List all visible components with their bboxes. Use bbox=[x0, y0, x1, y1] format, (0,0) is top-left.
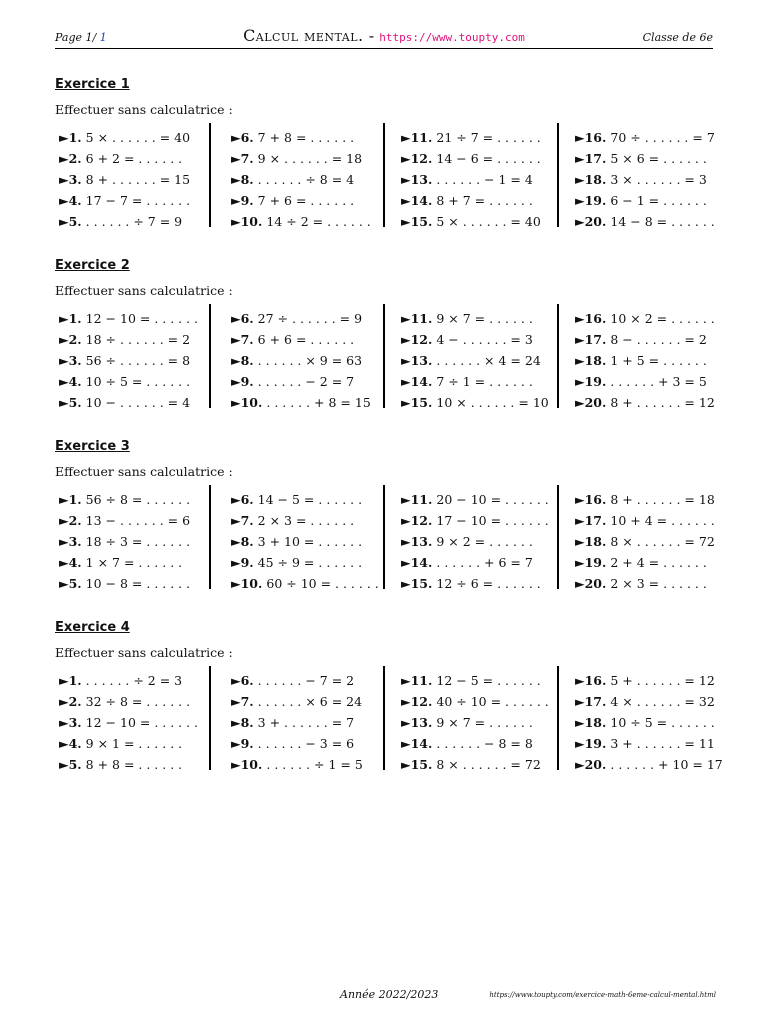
item-expression: . . . . . . − 2 = 7 bbox=[257, 374, 355, 389]
item-expression: 10 − 8 = . . . . . . bbox=[85, 576, 191, 591]
exercise-item bbox=[231, 371, 371, 392]
item-number: ►14. bbox=[401, 555, 433, 570]
item-expression: 60 ÷ 10 = . . . . . . bbox=[266, 576, 379, 591]
exercise-item bbox=[231, 573, 379, 594]
item-expression: 12 − 10 = . . . . . . bbox=[85, 311, 199, 326]
item-expression: 8 × . . . . . . = 72 bbox=[436, 757, 541, 772]
item-number: ►5. bbox=[59, 395, 82, 410]
item-expression: . . . . . . ÷ 7 = 9 bbox=[85, 214, 183, 229]
exercise-item bbox=[575, 754, 723, 775]
item-expression: 2 + 4 = . . . . . . bbox=[610, 555, 707, 570]
item-expression: 6 + 2 = . . . . . . bbox=[85, 151, 183, 166]
item-number: ►8. bbox=[231, 172, 254, 187]
item-expression: . . . . . . × 6 = 24 bbox=[257, 694, 363, 709]
exercise-title: Exercice 3 bbox=[55, 439, 130, 454]
exercise-3 bbox=[55, 439, 715, 591]
item-expression: 5 × . . . . . . = 40 bbox=[436, 214, 541, 229]
column-divider bbox=[557, 123, 559, 227]
exercise-column bbox=[231, 489, 379, 589]
exercise-item bbox=[401, 169, 541, 190]
exercise-item bbox=[401, 371, 549, 392]
exercise-title: Exercice 1 bbox=[55, 77, 130, 92]
item-expression: 2 × 3 = . . . . . . bbox=[257, 513, 355, 528]
item-expression: 9 × 7 = . . . . . . bbox=[436, 311, 533, 326]
item-expression: . . . . . . + 10 = 17 bbox=[610, 757, 723, 772]
item-expression: 3 + . . . . . . = 11 bbox=[610, 736, 715, 751]
column-divider bbox=[209, 666, 211, 770]
item-expression: 56 ÷ . . . . . . = 8 bbox=[85, 353, 191, 368]
item-number: ►17. bbox=[575, 513, 607, 528]
item-number: ►12. bbox=[401, 151, 433, 166]
item-number: ►3. bbox=[59, 715, 82, 730]
item-number: ►6. bbox=[231, 130, 254, 145]
item-number: ►17. bbox=[575, 151, 607, 166]
item-number: ►6. bbox=[231, 492, 254, 507]
exercise-item bbox=[575, 329, 715, 350]
item-expression: 8 + 7 = . . . . . . bbox=[436, 193, 533, 208]
item-expression: . . . . . . ÷ 1 = 5 bbox=[266, 757, 363, 772]
exercise-item bbox=[401, 308, 549, 329]
column-divider bbox=[383, 666, 385, 770]
item-number: ►18. bbox=[575, 353, 607, 368]
item-expression: 14 − 5 = . . . . . . bbox=[257, 492, 363, 507]
item-expression: 10 − . . . . . . = 4 bbox=[85, 395, 191, 410]
exercise-item bbox=[401, 329, 549, 350]
item-number: ►5. bbox=[59, 214, 82, 229]
item-expression: 2 × 3 = . . . . . . bbox=[610, 576, 707, 591]
exercise-column bbox=[59, 670, 198, 770]
exercise-items bbox=[55, 308, 715, 408]
exercise-item bbox=[59, 489, 190, 510]
item-expression: 6 − 1 = . . . . . . bbox=[610, 193, 707, 208]
item-number: ►4. bbox=[59, 374, 82, 389]
exercise-item bbox=[575, 211, 715, 232]
item-expression: 5 × 6 = . . . . . . bbox=[610, 151, 707, 166]
exercise-instruction: Effectuer sans calculatrice : bbox=[55, 283, 233, 298]
exercise-item bbox=[575, 510, 715, 531]
exercise-item bbox=[575, 148, 715, 169]
exercise-item bbox=[231, 392, 371, 413]
item-expression: 3 + 10 = . . . . . . bbox=[257, 534, 363, 549]
item-expression: . . . . . . − 1 = 4 bbox=[436, 172, 533, 187]
item-expression: 12 − 5 = . . . . . . bbox=[436, 673, 541, 688]
item-number: ►18. bbox=[575, 534, 607, 549]
item-expression: 21 ÷ 7 = . . . . . . bbox=[436, 130, 541, 145]
item-number: ►19. bbox=[575, 555, 607, 570]
item-expression: 12 ÷ 6 = . . . . . . bbox=[436, 576, 541, 591]
item-number: ►1. bbox=[59, 492, 82, 507]
exercise-item bbox=[401, 733, 549, 754]
item-expression: 32 ÷ 8 = . . . . . . bbox=[85, 694, 191, 709]
exercise-column bbox=[231, 670, 363, 770]
item-number: ►11. bbox=[401, 673, 433, 688]
item-expression: 12 − 10 = . . . . . . bbox=[85, 715, 199, 730]
exercise-column bbox=[401, 127, 541, 227]
item-number: ►17. bbox=[575, 694, 607, 709]
exercise-item bbox=[59, 169, 190, 190]
item-expression: . . . . . . × 4 = 24 bbox=[436, 353, 541, 368]
exercise-items bbox=[55, 670, 723, 772]
exercise-item bbox=[231, 552, 379, 573]
item-number: ►2. bbox=[59, 694, 82, 709]
item-number: ►7. bbox=[231, 513, 254, 528]
column-divider bbox=[557, 666, 559, 770]
exercise-item bbox=[401, 552, 549, 573]
exercise-item bbox=[59, 190, 190, 211]
exercise-item bbox=[59, 392, 198, 413]
item-number: ►10. bbox=[231, 576, 263, 591]
item-expression: 14 ÷ 2 = . . . . . . bbox=[266, 214, 371, 229]
exercise-item bbox=[59, 712, 198, 733]
exercise-title: Exercice 4 bbox=[55, 620, 130, 635]
exercise-item bbox=[401, 510, 549, 531]
site-link[interactable]: https://www.toupty.com bbox=[379, 31, 525, 44]
item-number: ►6. bbox=[231, 311, 254, 326]
item-expression: 45 ÷ 9 = . . . . . . bbox=[257, 555, 363, 570]
item-expression: 17 − 10 = . . . . . . bbox=[436, 513, 549, 528]
item-number: ►13. bbox=[401, 534, 433, 549]
item-number: ►2. bbox=[59, 151, 82, 166]
item-number: ►9. bbox=[231, 374, 254, 389]
column-divider bbox=[209, 123, 211, 227]
exercise-column bbox=[575, 670, 723, 770]
page-header bbox=[55, 26, 713, 49]
item-expression: 9 × 7 = . . . . . . bbox=[436, 715, 533, 730]
item-expression: 56 ÷ 8 = . . . . . . bbox=[85, 492, 191, 507]
item-number: ►19. bbox=[575, 193, 607, 208]
exercise-item bbox=[231, 733, 363, 754]
exercise-item bbox=[59, 670, 198, 691]
exercise-item bbox=[575, 308, 715, 329]
item-expression: 7 + 6 = . . . . . . bbox=[257, 193, 355, 208]
exercise-item bbox=[575, 350, 715, 371]
exercise-item bbox=[401, 350, 549, 371]
column-divider bbox=[209, 304, 211, 408]
item-number: ►18. bbox=[575, 172, 607, 187]
exercise-item bbox=[401, 691, 549, 712]
item-number: ►19. bbox=[575, 374, 607, 389]
item-number: ►5. bbox=[59, 757, 82, 772]
item-number: ►5. bbox=[59, 576, 82, 591]
item-expression: 14 − 6 = . . . . . . bbox=[436, 151, 541, 166]
item-expression: 1 × 7 = . . . . . . bbox=[85, 555, 183, 570]
item-expression: 4 − . . . . . . = 3 bbox=[436, 332, 533, 347]
exercise-column bbox=[575, 489, 715, 589]
item-number: ►15. bbox=[401, 757, 433, 772]
exercise-item bbox=[231, 489, 379, 510]
exercise-item bbox=[231, 670, 363, 691]
exercise-item bbox=[59, 329, 198, 350]
item-expression: 7 ÷ 1 = . . . . . . bbox=[436, 374, 533, 389]
item-expression: 27 ÷ . . . . . . = 9 bbox=[257, 311, 363, 326]
item-number: ►8. bbox=[231, 715, 254, 730]
item-number: ►15. bbox=[401, 395, 433, 410]
exercise-item bbox=[59, 211, 190, 232]
exercise-column bbox=[59, 489, 190, 589]
column-divider bbox=[383, 485, 385, 589]
item-expression: 7 + 8 = . . . . . . bbox=[257, 130, 355, 145]
exercise-item bbox=[575, 712, 723, 733]
item-expression: 18 ÷ . . . . . . = 2 bbox=[85, 332, 191, 347]
exercise-item bbox=[59, 531, 190, 552]
exercise-items bbox=[55, 127, 715, 227]
item-number: ►16. bbox=[575, 673, 607, 688]
item-expression: 13 − . . . . . . = 6 bbox=[85, 513, 191, 528]
item-number: ►9. bbox=[231, 736, 254, 751]
exercise-instruction: Effectuer sans calculatrice : bbox=[55, 645, 233, 660]
column-divider bbox=[383, 123, 385, 227]
item-expression: 10 ÷ 5 = . . . . . . bbox=[85, 374, 191, 389]
exercise-item bbox=[401, 754, 549, 775]
exercise-item bbox=[231, 148, 371, 169]
exercise-item bbox=[59, 510, 190, 531]
item-number: ►17. bbox=[575, 332, 607, 347]
exercise-item bbox=[231, 329, 371, 350]
exercise-item bbox=[231, 190, 371, 211]
exercise-item bbox=[575, 691, 723, 712]
class-label: Classe de 6e bbox=[642, 31, 713, 44]
item-number: ►16. bbox=[575, 311, 607, 326]
exercise-1 bbox=[55, 77, 715, 229]
item-expression: 1 + 5 = . . . . . . bbox=[610, 353, 707, 368]
item-number: ►11. bbox=[401, 492, 433, 507]
item-expression: 9 × 2 = . . . . . . bbox=[436, 534, 533, 549]
item-expression: . . . . . . − 3 = 6 bbox=[257, 736, 355, 751]
item-expression: 10 ÷ 5 = . . . . . . bbox=[610, 715, 715, 730]
exercise-item bbox=[231, 169, 371, 190]
exercise-item bbox=[231, 308, 371, 329]
item-number: ►10. bbox=[231, 395, 263, 410]
exercise-column bbox=[575, 127, 715, 227]
item-number: ►2. bbox=[59, 332, 82, 347]
item-number: ►11. bbox=[401, 311, 433, 326]
exercise-item bbox=[231, 691, 363, 712]
document-title: Calcul mental. bbox=[243, 26, 364, 45]
exercise-item bbox=[575, 531, 715, 552]
exercise-item bbox=[401, 211, 541, 232]
exercise-item bbox=[231, 754, 363, 775]
column-divider bbox=[557, 485, 559, 589]
item-expression: 18 ÷ 3 = . . . . . . bbox=[85, 534, 191, 549]
item-number: ►20. bbox=[575, 576, 607, 591]
exercise-item bbox=[575, 190, 715, 211]
exercise-item bbox=[575, 371, 715, 392]
exercise-item bbox=[231, 211, 371, 232]
item-expression: . . . . . . − 8 = 8 bbox=[436, 736, 533, 751]
item-expression: 9 × 1 = . . . . . . bbox=[85, 736, 183, 751]
exercise-item bbox=[575, 573, 715, 594]
item-number: ►20. bbox=[575, 395, 607, 410]
exercise-instruction: Effectuer sans calculatrice : bbox=[55, 102, 233, 117]
exercise-column bbox=[401, 308, 549, 408]
exercise-item bbox=[231, 531, 379, 552]
exercise-4 bbox=[55, 620, 723, 772]
item-number: ►6. bbox=[231, 673, 254, 688]
item-expression: 8 + . . . . . . = 18 bbox=[610, 492, 715, 507]
exercise-item bbox=[231, 127, 371, 148]
item-number: ►15. bbox=[401, 576, 433, 591]
exercise-item bbox=[401, 670, 549, 691]
item-expression: 3 + . . . . . . = 7 bbox=[257, 715, 355, 730]
exercise-item bbox=[59, 733, 198, 754]
item-expression: 14 − 8 = . . . . . . bbox=[610, 214, 715, 229]
exercise-item bbox=[59, 127, 190, 148]
item-expression: 4 × . . . . . . = 32 bbox=[610, 694, 715, 709]
item-expression: 6 + 6 = . . . . . . bbox=[257, 332, 355, 347]
item-number: ►16. bbox=[575, 492, 607, 507]
item-expression: 40 ÷ 10 = . . . . . . bbox=[436, 694, 549, 709]
exercise-item bbox=[575, 670, 723, 691]
item-number: ►1. bbox=[59, 311, 82, 326]
item-expression: 8 + . . . . . . = 15 bbox=[85, 172, 191, 187]
exercise-item bbox=[401, 489, 549, 510]
exercise-item bbox=[231, 712, 363, 733]
column-divider bbox=[383, 304, 385, 408]
exercise-column bbox=[59, 308, 198, 408]
item-number: ►7. bbox=[231, 151, 254, 166]
column-divider bbox=[209, 485, 211, 589]
item-number: ►13. bbox=[401, 715, 433, 730]
column-divider bbox=[557, 304, 559, 408]
item-number: ►4. bbox=[59, 193, 82, 208]
item-expression: 8 × . . . . . . = 72 bbox=[610, 534, 715, 549]
exercise-item bbox=[231, 510, 379, 531]
item-expression: 20 − 10 = . . . . . . bbox=[436, 492, 549, 507]
exercise-item bbox=[231, 350, 371, 371]
exercise-item bbox=[59, 691, 198, 712]
item-number: ►12. bbox=[401, 513, 433, 528]
item-expression: 70 ÷ . . . . . . = 7 bbox=[610, 130, 715, 145]
item-number: ►10. bbox=[231, 214, 263, 229]
item-expression: . . . . . . ÷ 2 = 3 bbox=[85, 673, 183, 688]
exercise-item bbox=[401, 573, 549, 594]
item-expression: 8 + . . . . . . = 12 bbox=[610, 395, 715, 410]
exercise-item bbox=[59, 350, 198, 371]
exercise-column bbox=[401, 670, 549, 770]
item-expression: . . . . . . + 6 = 7 bbox=[436, 555, 533, 570]
exercise-column bbox=[575, 308, 715, 408]
item-number: ►19. bbox=[575, 736, 607, 751]
item-number: ►13. bbox=[401, 172, 433, 187]
page-label: Page 1/ bbox=[55, 31, 97, 44]
exercise-item bbox=[575, 489, 715, 510]
exercise-item bbox=[575, 127, 715, 148]
exercise-column bbox=[231, 308, 371, 408]
exercise-instruction: Effectuer sans calculatrice : bbox=[55, 464, 233, 479]
footer-url[interactable]: https://www.toupty.com/exercice-math-6eme-calcul-mental.html bbox=[489, 991, 716, 999]
exercise-item bbox=[575, 392, 715, 413]
item-number: ►1. bbox=[59, 130, 82, 145]
item-number: ►2. bbox=[59, 513, 82, 528]
exercise-item bbox=[401, 190, 541, 211]
exercise-item bbox=[59, 371, 198, 392]
item-number: ►18. bbox=[575, 715, 607, 730]
exercise-item bbox=[575, 169, 715, 190]
item-expression: 17 − 7 = . . . . . . bbox=[85, 193, 191, 208]
exercise-item bbox=[401, 531, 549, 552]
exercise-column bbox=[231, 127, 371, 227]
item-expression: . . . . . . + 3 = 5 bbox=[610, 374, 707, 389]
item-number: ►4. bbox=[59, 555, 82, 570]
item-number: ►20. bbox=[575, 214, 607, 229]
item-number: ►8. bbox=[231, 353, 254, 368]
item-number: ►8. bbox=[231, 534, 254, 549]
exercise-item bbox=[401, 127, 541, 148]
item-number: ►3. bbox=[59, 353, 82, 368]
exercise-column bbox=[401, 489, 549, 589]
exercise-column bbox=[59, 127, 190, 227]
item-number: ►14. bbox=[401, 736, 433, 751]
item-number: ►1. bbox=[59, 673, 82, 688]
exercise-item bbox=[59, 552, 190, 573]
item-expression: 10 × 2 = . . . . . . bbox=[610, 311, 715, 326]
item-number: ►20. bbox=[575, 757, 607, 772]
exercise-item bbox=[59, 148, 190, 169]
item-expression: 9 × . . . . . . = 18 bbox=[257, 151, 363, 166]
title-dash: - bbox=[368, 26, 375, 45]
item-number: ►12. bbox=[401, 332, 433, 347]
item-expression: . . . . . . + 8 = 15 bbox=[266, 395, 371, 410]
footer-year: Année 2022/2023 bbox=[340, 988, 439, 1001]
document-title-block bbox=[55, 26, 713, 45]
exercise-item bbox=[401, 392, 549, 413]
exercise-2 bbox=[55, 258, 715, 410]
exercise-items bbox=[55, 489, 715, 589]
item-number: ►4. bbox=[59, 736, 82, 751]
item-number: ►14. bbox=[401, 374, 433, 389]
item-expression: 10 + 4 = . . . . . . bbox=[610, 513, 715, 528]
exercise-item bbox=[575, 552, 715, 573]
item-expression: 5 × . . . . . . = 40 bbox=[85, 130, 191, 145]
item-number: ►7. bbox=[231, 694, 254, 709]
item-number: ►13. bbox=[401, 353, 433, 368]
item-number: ►11. bbox=[401, 130, 433, 145]
item-expression: 3 × . . . . . . = 3 bbox=[610, 172, 707, 187]
item-number: ►15. bbox=[401, 214, 433, 229]
item-number: ►12. bbox=[401, 694, 433, 709]
item-number: ►3. bbox=[59, 172, 82, 187]
page-total-link[interactable]: 1 bbox=[99, 31, 107, 44]
exercise-item bbox=[401, 712, 549, 733]
item-number: ►7. bbox=[231, 332, 254, 347]
item-expression: 8 + 8 = . . . . . . bbox=[85, 757, 183, 772]
item-number: ►3. bbox=[59, 534, 82, 549]
exercise-title: Exercice 2 bbox=[55, 258, 130, 273]
exercise-item bbox=[59, 754, 198, 775]
exercise-item bbox=[575, 733, 723, 754]
item-expression: 10 × . . . . . . = 10 bbox=[436, 395, 549, 410]
exercise-item bbox=[59, 308, 198, 329]
item-expression: 5 + . . . . . . = 12 bbox=[610, 673, 715, 688]
exercise-item bbox=[59, 573, 190, 594]
item-expression: . . . . . . × 9 = 63 bbox=[257, 353, 363, 368]
item-number: ►14. bbox=[401, 193, 433, 208]
item-number: ►10. bbox=[231, 757, 263, 772]
item-expression: . . . . . . ÷ 8 = 4 bbox=[257, 172, 355, 187]
item-number: ►9. bbox=[231, 555, 254, 570]
item-number: ►9. bbox=[231, 193, 254, 208]
item-expression: . . . . . . − 7 = 2 bbox=[257, 673, 355, 688]
exercise-item bbox=[401, 148, 541, 169]
item-number: ►16. bbox=[575, 130, 607, 145]
item-expression: 8 − . . . . . . = 2 bbox=[610, 332, 707, 347]
